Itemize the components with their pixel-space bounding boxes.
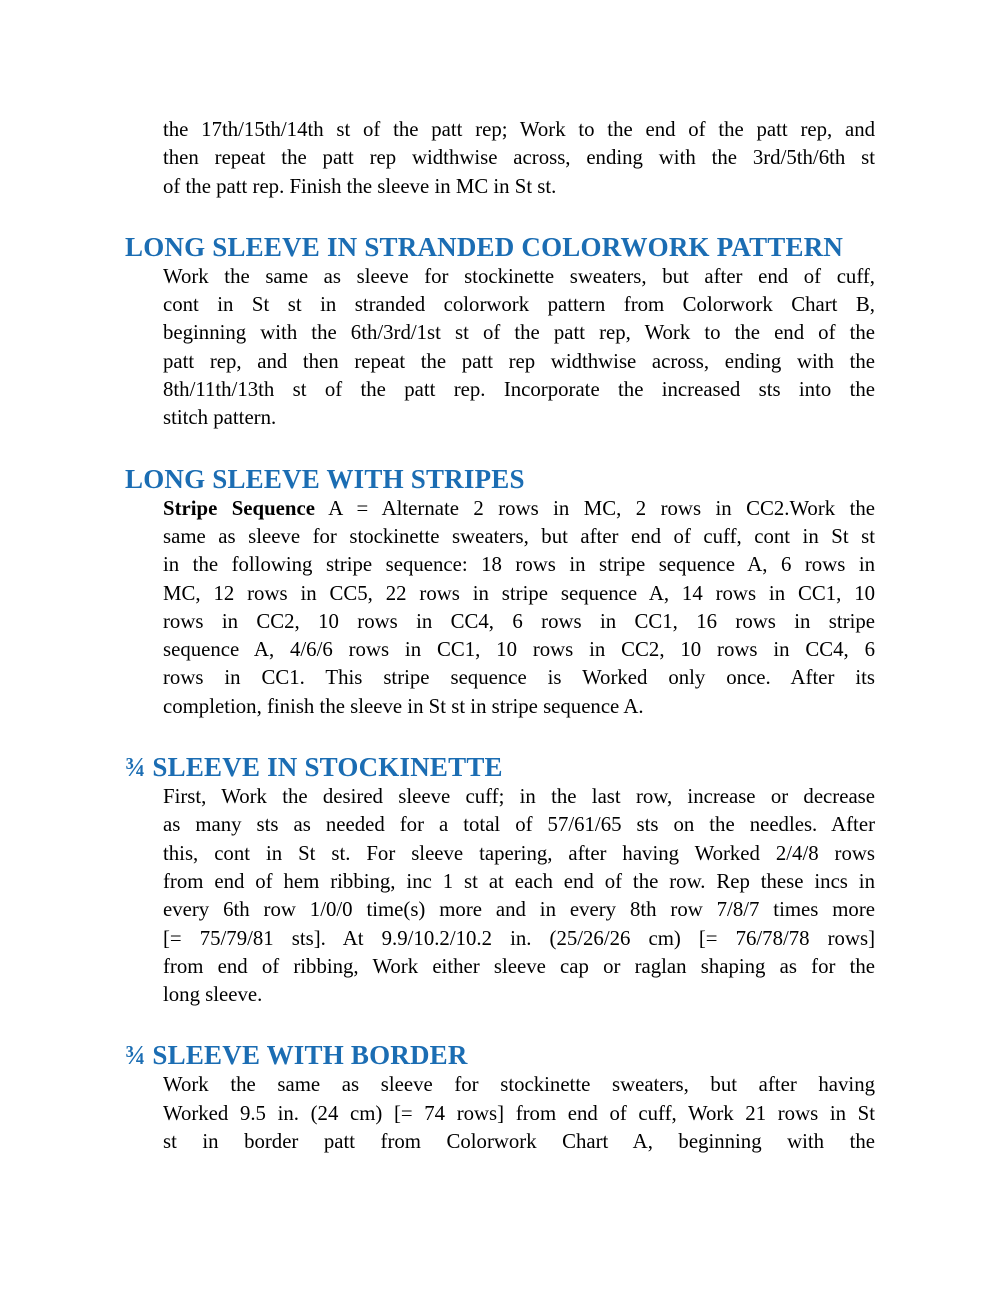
section-heading-three-quarter-border: ¾ SLEEVE WITH BORDER — [125, 1040, 468, 1071]
text-line: same as sleeve for stockinette sweaters, but after end of cuff, cont in St st — [163, 524, 875, 548]
text-line: from end of hem ribbing, inc 1 st at each end of the row. Rep these incs in — [163, 869, 875, 893]
text-line: of the patt rep. Finish the sleeve in MC in St st. — [163, 174, 557, 198]
section-heading-stranded-colorwork: LONG SLEEVE IN STRANDED COLORWORK PATTERN — [125, 231, 844, 262]
text-line: every 6th row 1/0/0 time(s) more and in every 8th row 7/8/7 times more — [163, 898, 875, 922]
page-content — [125, 116, 875, 1156]
text-line: rows in CC2, 10 rows in CC4, 6 rows in CC1, 16 rows in stripe — [163, 609, 875, 633]
text-line: long sleeve. — [163, 983, 263, 1007]
text-line: Worked 9.5 in. (24 cm) [= 74 rows] from end of cuff, Work 21 rows in St — [163, 1101, 875, 1125]
text-line: 8th/11th/13th st of the patt rep. Incorporate the increased sts into the — [163, 378, 875, 402]
text-line: completion, finish the sleeve in St st in stripe sequence A. — [163, 694, 644, 718]
text-line: as many sts as needed for a total of 57/61/65 sts on the needles. After — [163, 813, 875, 837]
text-line: Work the same as sleeve for stockinette sweaters, but after having — [163, 1073, 875, 1097]
text-line: patt rep, and then repeat the patt rep widthwise across, ending with the — [163, 349, 875, 373]
text-line: in the following stripe sequence: 18 rows in stripe sequence A, 6 rows in — [163, 553, 875, 577]
paragraph-stripes — [163, 495, 875, 721]
text-line: this, cont in St st. For sleeve tapering, after having Worked 2/4/8 rows — [163, 841, 875, 865]
text-line: st in border patt from Colorwork Chart A, beginning with the — [163, 1130, 875, 1154]
text-line: Work the same as sleeve for stockinette sweaters, but after end of cuff, — [163, 264, 875, 288]
text-line: beginning with the 6th/3rd/1st st of the patt rep, Work to the end of the — [163, 321, 875, 345]
section-heading-three-quarter-stockinette: ¾ SLEEVE IN STOCKINETTE — [125, 752, 503, 783]
paragraph-continuation — [163, 116, 875, 201]
text-line: sequence A, 4/6/6 rows in CC1, 10 rows in CC2, 10 rows in CC4, 6 — [163, 638, 875, 662]
section-heading-stripes: LONG SLEEVE WITH STRIPES — [125, 463, 525, 494]
text-line: from end of ribbing, Work either sleeve cap or raglan shaping as for the — [163, 954, 875, 978]
text-line: stitch pattern. — [163, 406, 277, 430]
text-line — [163, 495, 875, 523]
paragraph-three-quarter-stockinette — [163, 783, 875, 1009]
text-line: First, Work the desired sleeve cuff; in the last row, increase or decrease — [163, 785, 875, 809]
text-line: then repeat the patt rep widthwise across, ending with the 3rd/5th/6th st — [163, 146, 875, 170]
paragraph-three-quarter-border — [163, 1071, 875, 1156]
text-line: the 17th/15th/14th st of the patt rep; Work to the end of the patt rep, and — [163, 118, 875, 141]
stripe-sequence-label: Stripe Sequence — [163, 496, 315, 520]
paragraph-stranded-colorwork — [163, 263, 875, 433]
text-span: A = Alternate 2 rows in MC, 2 rows in CC2.Work the — [314, 496, 875, 520]
text-line: rows in CC1. This stripe sequence is Worked only once. After its — [163, 666, 875, 690]
text-line: MC, 12 rows in CC5, 22 rows in stripe sequence A, 14 rows in CC1, 10 — [163, 581, 875, 605]
text-line: [= 75/79/81 sts]. At 9.9/10.2/10.2 in. (25/26/26 cm) [= 76/78/78 rows] — [163, 926, 875, 950]
text-line: cont in St st in stranded colorwork pattern from Colorwork Chart B, — [163, 293, 875, 317]
